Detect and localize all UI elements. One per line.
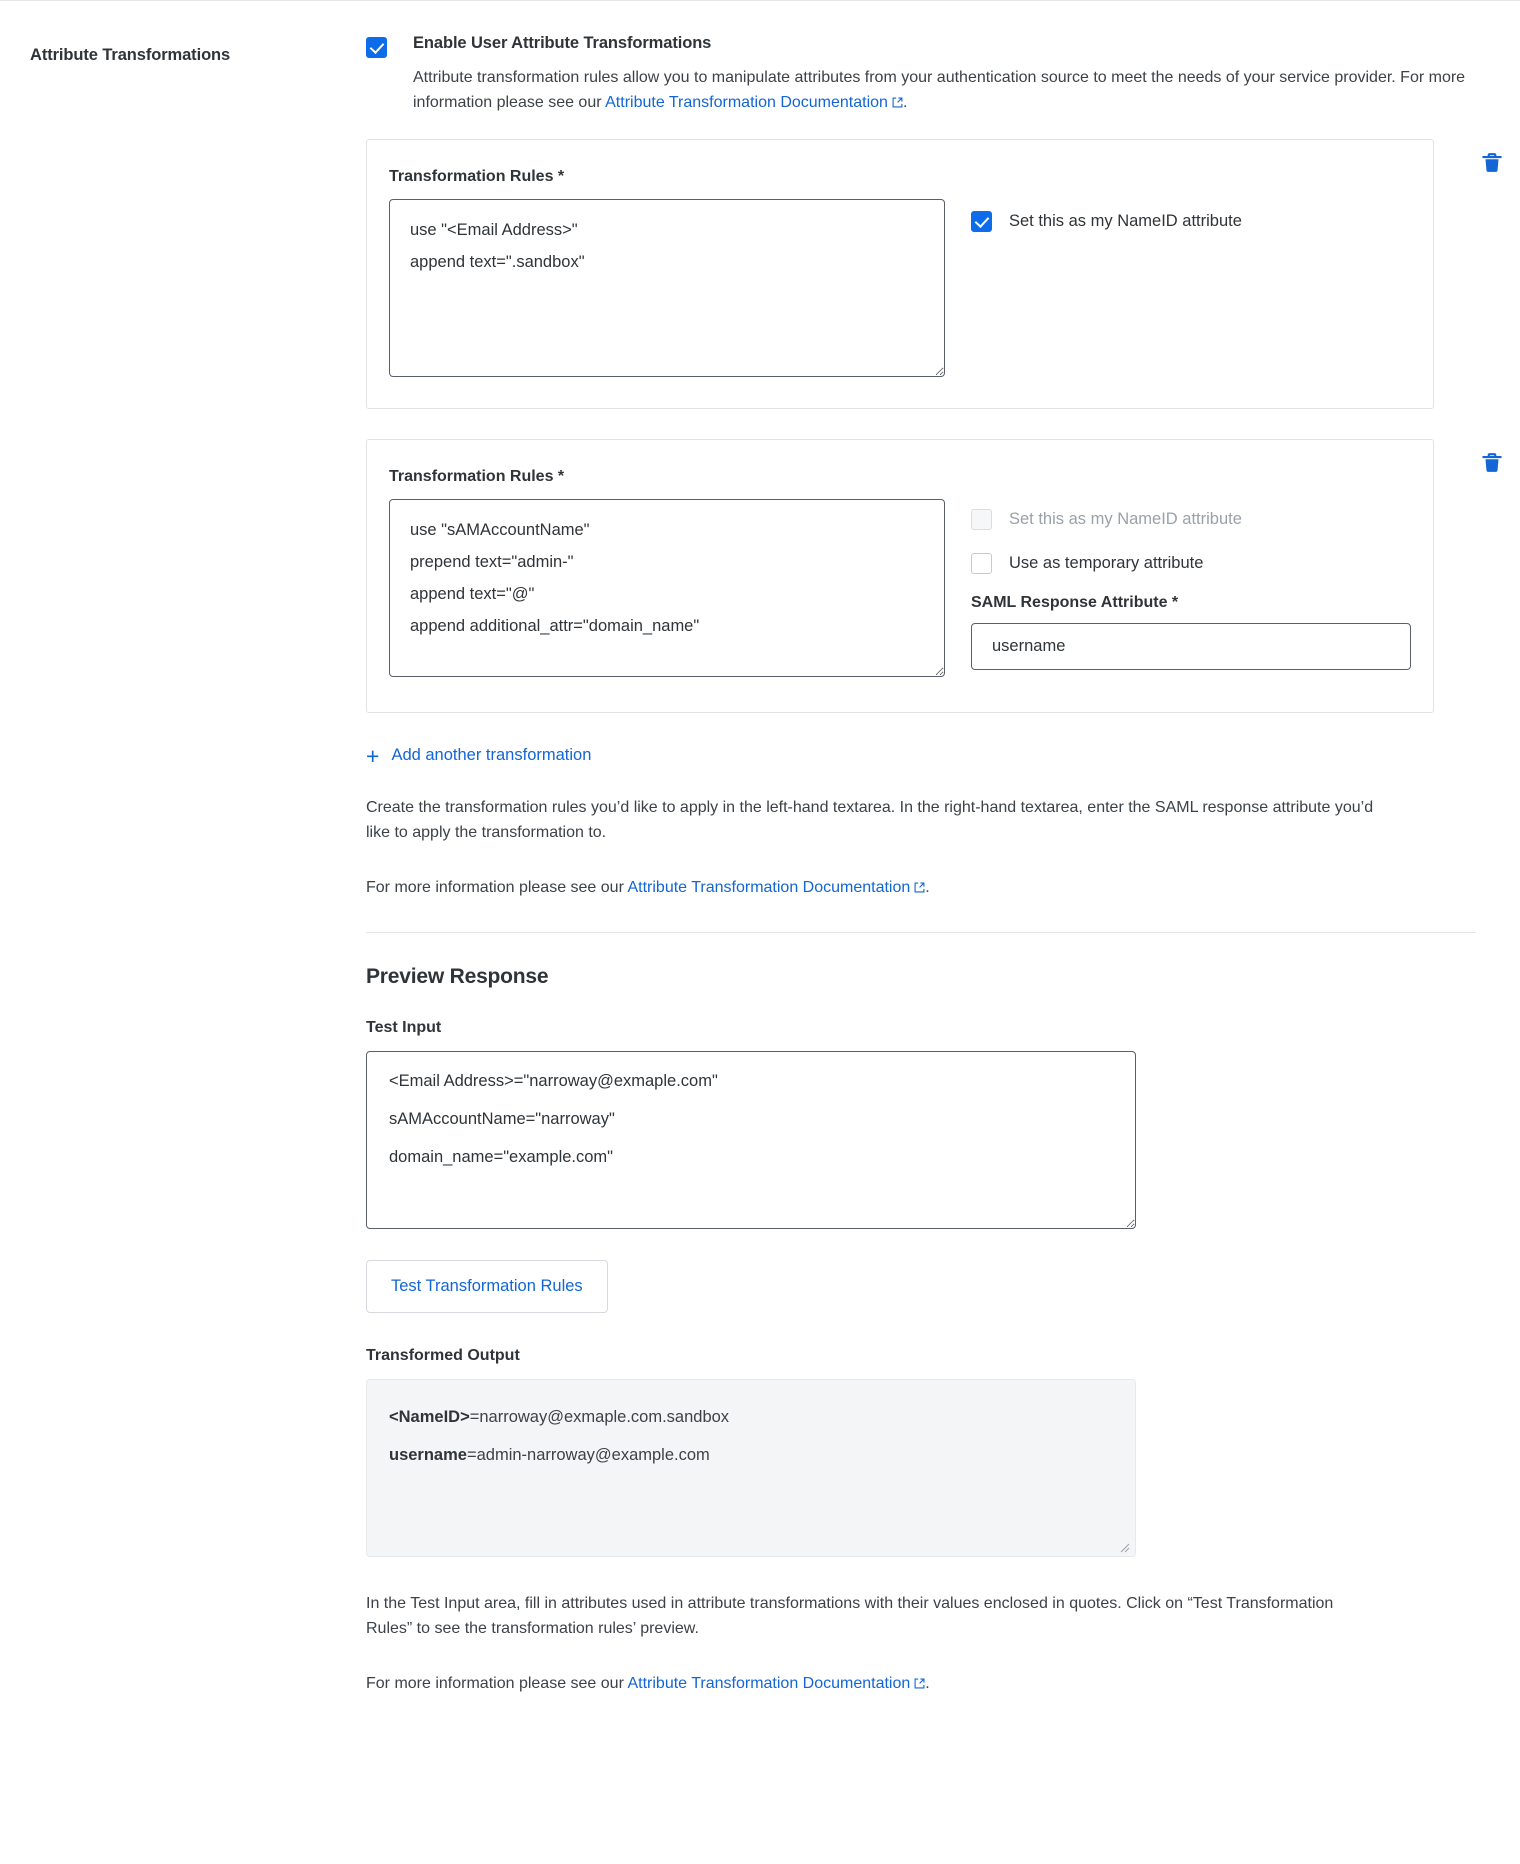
transformation-rule-card (366, 439, 1434, 713)
enable-description-text: Attribute transformation rules allow you to manipulate attributes from your authentication source to meet the needs of your service provider. For more information please see our (413, 69, 1466, 111)
output-line-value: =admin-narroway@example.com (466, 1446, 710, 1464)
transformation-rules-textarea[interactable] (389, 499, 945, 677)
help-paragraph-1: Create the transformation rules you’d like to apply in the left-hand textarea. In the right-hand textarea, enter the SAML response attribute you’d like to apply the transformation to. (366, 799, 1374, 841)
transformation-rule-right (971, 468, 1411, 682)
attribute-transformation-doc-link[interactable]: Attribute Transformation Documentation (627, 879, 911, 896)
enable-description-end: . (902, 94, 908, 111)
output-line-key: username (389, 1446, 467, 1464)
help-paragraph-2 (366, 875, 1376, 900)
preview-footer-link-suffix: . (925, 1675, 930, 1692)
temporary-attribute-row (971, 550, 1411, 574)
use-as-temporary-attribute-checkbox[interactable] (971, 553, 992, 574)
trash-icon (1479, 150, 1505, 176)
preview-footer-paragraph: In the Test Input area, fill in attributes used in attribute transformations with their values enclosed in quotes. Click on “Test Transformation Rules” to see the transformation rules’ preview. (366, 1595, 1334, 1637)
transformation-rule-right (971, 168, 1405, 382)
nameid-option-row (971, 208, 1405, 232)
settings-content (366, 34, 1476, 1756)
set-nameid-checkbox[interactable] (971, 211, 992, 232)
test-transformation-rules-button[interactable]: Test Transformation Rules (366, 1260, 608, 1313)
set-nameid-label: Set this as my NameID attribute (1009, 212, 1242, 230)
help-paragraph-2-prefix: For more information please see our (366, 879, 628, 896)
enable-transformations-checkbox[interactable] (366, 37, 387, 58)
preview-footer-link-paragraph (366, 1671, 1376, 1696)
attribute-transformation-doc-link[interactable]: Attribute Transformation Documentation (627, 1675, 911, 1692)
add-another-transformation-label: Add another transformation (391, 746, 592, 764)
add-another-transformation-button[interactable] (366, 742, 592, 769)
transformation-rule-left (389, 168, 945, 382)
external-link-icon (914, 1678, 925, 1689)
preview-footer-link-prefix: For more information please see our (366, 1675, 628, 1692)
top-divider (0, 0, 1520, 1)
preview-divider (366, 932, 1476, 933)
test-input-label: Test Input (366, 1019, 442, 1036)
output-line-value: =narroway@exmaple.com.sandbox (469, 1408, 730, 1426)
attribute-transformation-doc-link[interactable]: Attribute Transformation Documentation (605, 94, 888, 111)
enable-transformations-label: Enable User Attribute Transformations (413, 34, 712, 52)
enable-transformations-row (366, 34, 1476, 115)
use-as-temporary-attribute-label: Use as temporary attribute (1009, 554, 1204, 572)
plus-icon: + (366, 742, 380, 769)
test-input-textarea[interactable] (366, 1051, 1136, 1229)
transformation-rules-label: Transformation Rules * (389, 168, 565, 185)
resize-handle-icon[interactable] (1118, 1541, 1130, 1553)
delete-transformation-button[interactable] (1479, 450, 1505, 476)
output-line (389, 1398, 1113, 1436)
help-paragraph-2-suffix: . (925, 879, 930, 896)
section-title: Attribute Transformations (30, 46, 231, 64)
output-line-key: <NameID> (389, 1408, 470, 1426)
transformation-rules-textarea[interactable] (389, 199, 945, 377)
output-line (389, 1436, 1113, 1474)
delete-transformation-button[interactable] (1479, 150, 1505, 176)
transformed-output-box (366, 1379, 1136, 1557)
saml-response-attribute-input[interactable] (971, 623, 1411, 670)
bottom-spacer (366, 1696, 1476, 1756)
set-nameid-checkbox[interactable] (971, 509, 992, 530)
external-link-icon (914, 882, 925, 893)
trash-icon (1479, 450, 1505, 476)
transformation-rule-card (366, 139, 1434, 409)
external-link-icon (892, 97, 903, 108)
enable-transformations-text (413, 34, 1476, 115)
transformation-rules-label: Transformation Rules * (389, 468, 565, 485)
set-nameid-label: Set this as my NameID attribute (1009, 510, 1242, 528)
enable-transformations-description (413, 65, 1476, 115)
saml-response-attribute-label: SAML Response Attribute * (971, 594, 1179, 611)
transformed-output-label: Transformed Output (366, 1347, 520, 1364)
preview-response-title: Preview Response (366, 965, 549, 988)
nameid-option-row (971, 506, 1411, 530)
transformation-rule-left (389, 468, 945, 682)
